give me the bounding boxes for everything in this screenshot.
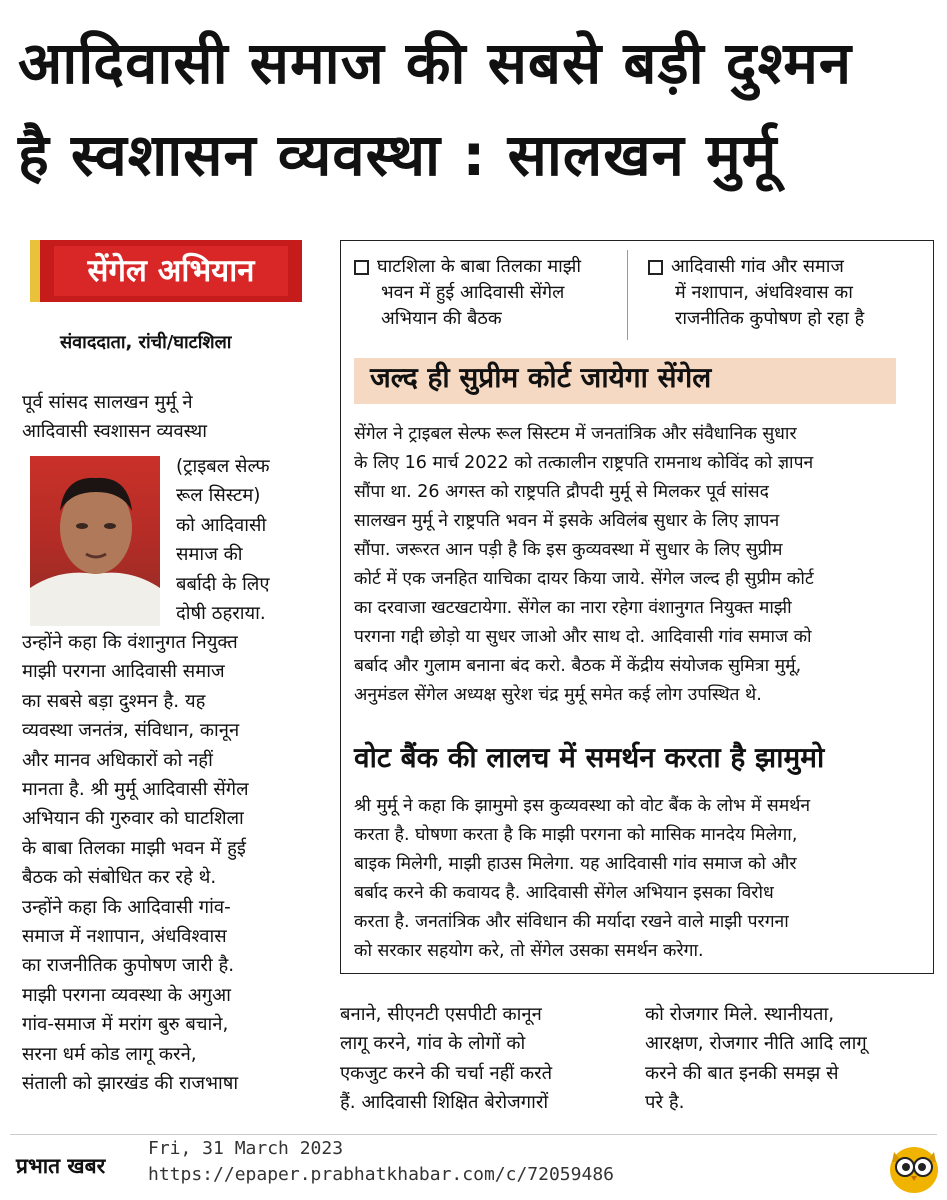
text-line: लागू करने, गांव के लोगों को: [340, 1033, 526, 1055]
column-1-intro: [22, 388, 322, 447]
subheading-2: वोट बैंक की लालच में समर्थन करता है झामुमो: [354, 741, 825, 774]
headline-line-2: है स्वशासन व्यवस्था : सालखन मुर्मू: [18, 121, 778, 189]
text-line: उन्होंने कहा कि वंशानुगत नियुक्त: [22, 632, 238, 653]
text-line: अनुमंडल सेंगेल अध्यक्ष सुरेश चंद्र मुर्मू समेत कई लोग उपस्थित थे.: [354, 685, 762, 705]
highlight-line: में नशापान, अंधविश्वास का: [675, 282, 853, 303]
text-line: सरना धर्म कोड लागू करने,: [22, 1043, 197, 1065]
text-line: माझी परगना व्यवस्था के अगुआ: [22, 984, 231, 1006]
section-tag-label: सेंगेल अभियान: [54, 246, 288, 296]
text-line: परगना गद्दी छोड़ो या सुधर जाओ और साथ दो. आदिवासी गांव समाज को: [354, 627, 812, 647]
text-line: मानता है. श्री मुर्मू आदिवासी सेंगेल: [22, 779, 249, 801]
text-line: उन्होंने कहा कि आदिवासी गांव-: [22, 896, 231, 918]
text-line: सौंपा था. 26 अगस्त को राष्ट्रपति द्रौपदी मुर्मू से मिलकर पूर्व सांसद: [354, 482, 769, 502]
subheading-1-text: जल्द ही सुप्रीम कोर्ट जायेगा सेंगेल: [370, 361, 712, 394]
text-line: को सरकार सहयोग करे, तो सेंगेल उसका समर्थन करेगा.: [354, 941, 704, 961]
text-line: श्री मुर्मू ने कहा कि झामुमो इस कुव्यवस्था को वोट बैंक के लोभ में समर्थन: [354, 796, 811, 816]
highlight-line: अभियान की बैठक: [381, 308, 502, 329]
footer-divider: [10, 1134, 937, 1135]
footer-url[interactable]: https://epaper.prabhatkhabar.com/c/72059486: [148, 1164, 614, 1185]
text-line: के लिए 16 मार्च 2022 को तत्कालीन राष्ट्रपति रामनाथ कोविंद को ज्ञापन: [354, 453, 814, 473]
text-line: कोर्ट में एक जनहित याचिका दायर किया जाये. सेंगेल जल्द ही सुप्रीम कोर्ट: [354, 569, 814, 589]
text-line: बैठक को संबोधित कर रहे थे.: [22, 867, 217, 889]
text-line: सौंपा. जरूरत आन पड़ी है कि इस कुव्यवस्था में सुधार के लिए सुप्रीम: [354, 540, 783, 560]
text-line: व्यवस्था जनतंत्र, संविधान, कानून: [22, 720, 240, 742]
highlight-line: राजनीतिक कुपोषण हो रहा है: [675, 308, 865, 329]
text-line: माझी परगना आदिवासी समाज: [22, 661, 225, 683]
text-line: का राजनीतिक कुपोषण जारी है.: [22, 955, 235, 977]
text-line: बर्बाद करने की कवायद है. आदिवासी सेंगेल अभियान इसका विरोध: [354, 883, 774, 903]
text-line: को रोजगार मिले. स्थानीयता,: [645, 1004, 835, 1025]
text-line: समाज में नशापान, अंधविश्वास: [22, 926, 227, 948]
divider: [627, 250, 628, 340]
text-line: सेंगेल ने ट्राइबल सेल्फ रूल सिस्टम में जनतांत्रिक और संवैधानिक सुधार: [354, 424, 797, 444]
publication-logo: [16, 1152, 105, 1180]
text-line: का सबसे बड़ा दुश्मन है. यह: [22, 690, 206, 712]
text-line: रूल सिस्टम): [176, 485, 261, 507]
text-line: सालखन मुर्मू ने राष्ट्रपति भवन में इसके अविलंब सुधार के लिए ज्ञापन: [354, 511, 780, 531]
text-line: बर्बाद और गुलाम बनाना बंद करो. बैठक में केंद्रीय संयोजक सुमित्रा मुर्मू,: [354, 656, 802, 676]
highlight-line: भवन में हुई आदिवासी सेंगेल: [381, 282, 565, 303]
section-tag: [30, 240, 302, 302]
paragraph-2: [354, 792, 924, 966]
highlight-line: घाटशिला के बाबा तिलका माझी: [377, 256, 582, 277]
text-line: के बाबा तिलका माझी भवन में हुई: [22, 837, 246, 859]
subheading-1: [354, 358, 896, 404]
checkbox-bullet-icon: [648, 260, 663, 275]
person-portrait-icon: [30, 456, 160, 626]
text-line: बर्बादी के लिए: [176, 573, 270, 595]
text-line: करता है. घोषणा करता है कि माझी परगना को मासिक मानदेय मिलेगा,: [354, 825, 798, 845]
highlight-2: [648, 254, 928, 332]
text-line: एकजुट करने की चर्चा नहीं करते: [340, 1062, 553, 1084]
column-1-body: [22, 628, 322, 1099]
checkbox-bullet-icon: [354, 260, 369, 275]
text-line: बाइक मिलेगी, माझी हाउस मिलेगा. यह आदिवासी गांव समाज को और: [354, 854, 797, 874]
text-line: दोषी ठहराया.: [176, 603, 266, 625]
portrait-photo: [30, 456, 160, 626]
paragraph-1: [354, 420, 924, 710]
logo-text: प्रभात खबर: [16, 1154, 106, 1178]
text-line: आदिवासी स्वशासन व्यवस्था: [22, 421, 207, 443]
column-1-wrap: [176, 452, 310, 628]
footer-date: Fri, 31 March 2023: [148, 1138, 344, 1159]
highlight-line: आदिवासी गांव और समाज: [671, 256, 844, 277]
text-line: करने की बात इनकी समझ से: [645, 1062, 839, 1084]
text-line: पूर्व सांसद सालखन मुर्मू ने: [22, 392, 193, 413]
text-line: का दरवाजा खटखटायेगा. सेंगेल का नारा रहेगा वंशानुगत नियुक्त माझी: [354, 598, 792, 618]
text-line: हैं. आदिवासी शिक्षित बेरोजगारों: [340, 1092, 549, 1114]
text-line: अभियान की गुरुवार को घाटशिला: [22, 808, 244, 830]
highlight-1: [354, 254, 622, 332]
headline-line-1: आदिवासी समाज की सबसे बड़ी दुश्मन: [18, 29, 853, 97]
text-line: और मानव अधिकारों को नहीं: [22, 749, 213, 771]
text-line: गांव-समाज में मरांग बुरु बचाने,: [22, 1014, 229, 1036]
byline: संवाददाता, रांची/घाटशिला: [60, 332, 232, 353]
text-line: (ट्राइबल सेल्फ: [176, 456, 270, 477]
text-line: करता है. जनतांत्रिक और संविधान की मर्यादा रखने वाले माझी परगना: [354, 912, 789, 932]
text-line: आरक्षण, रोजगार नीति आदि लागू: [645, 1033, 867, 1055]
text-line: बनाने, सीएनटी एसपीटी कानून: [340, 1004, 542, 1025]
owl-icon: [888, 1140, 940, 1194]
text-line: परे है.: [645, 1092, 685, 1114]
text-line: संताली को झारखंड की राजभाषा: [22, 1073, 239, 1095]
column-3-bottom: [645, 1000, 930, 1118]
column-2-bottom: [340, 1000, 620, 1118]
text-line: समाज की: [176, 544, 243, 566]
text-line: को आदिवासी: [176, 514, 267, 536]
